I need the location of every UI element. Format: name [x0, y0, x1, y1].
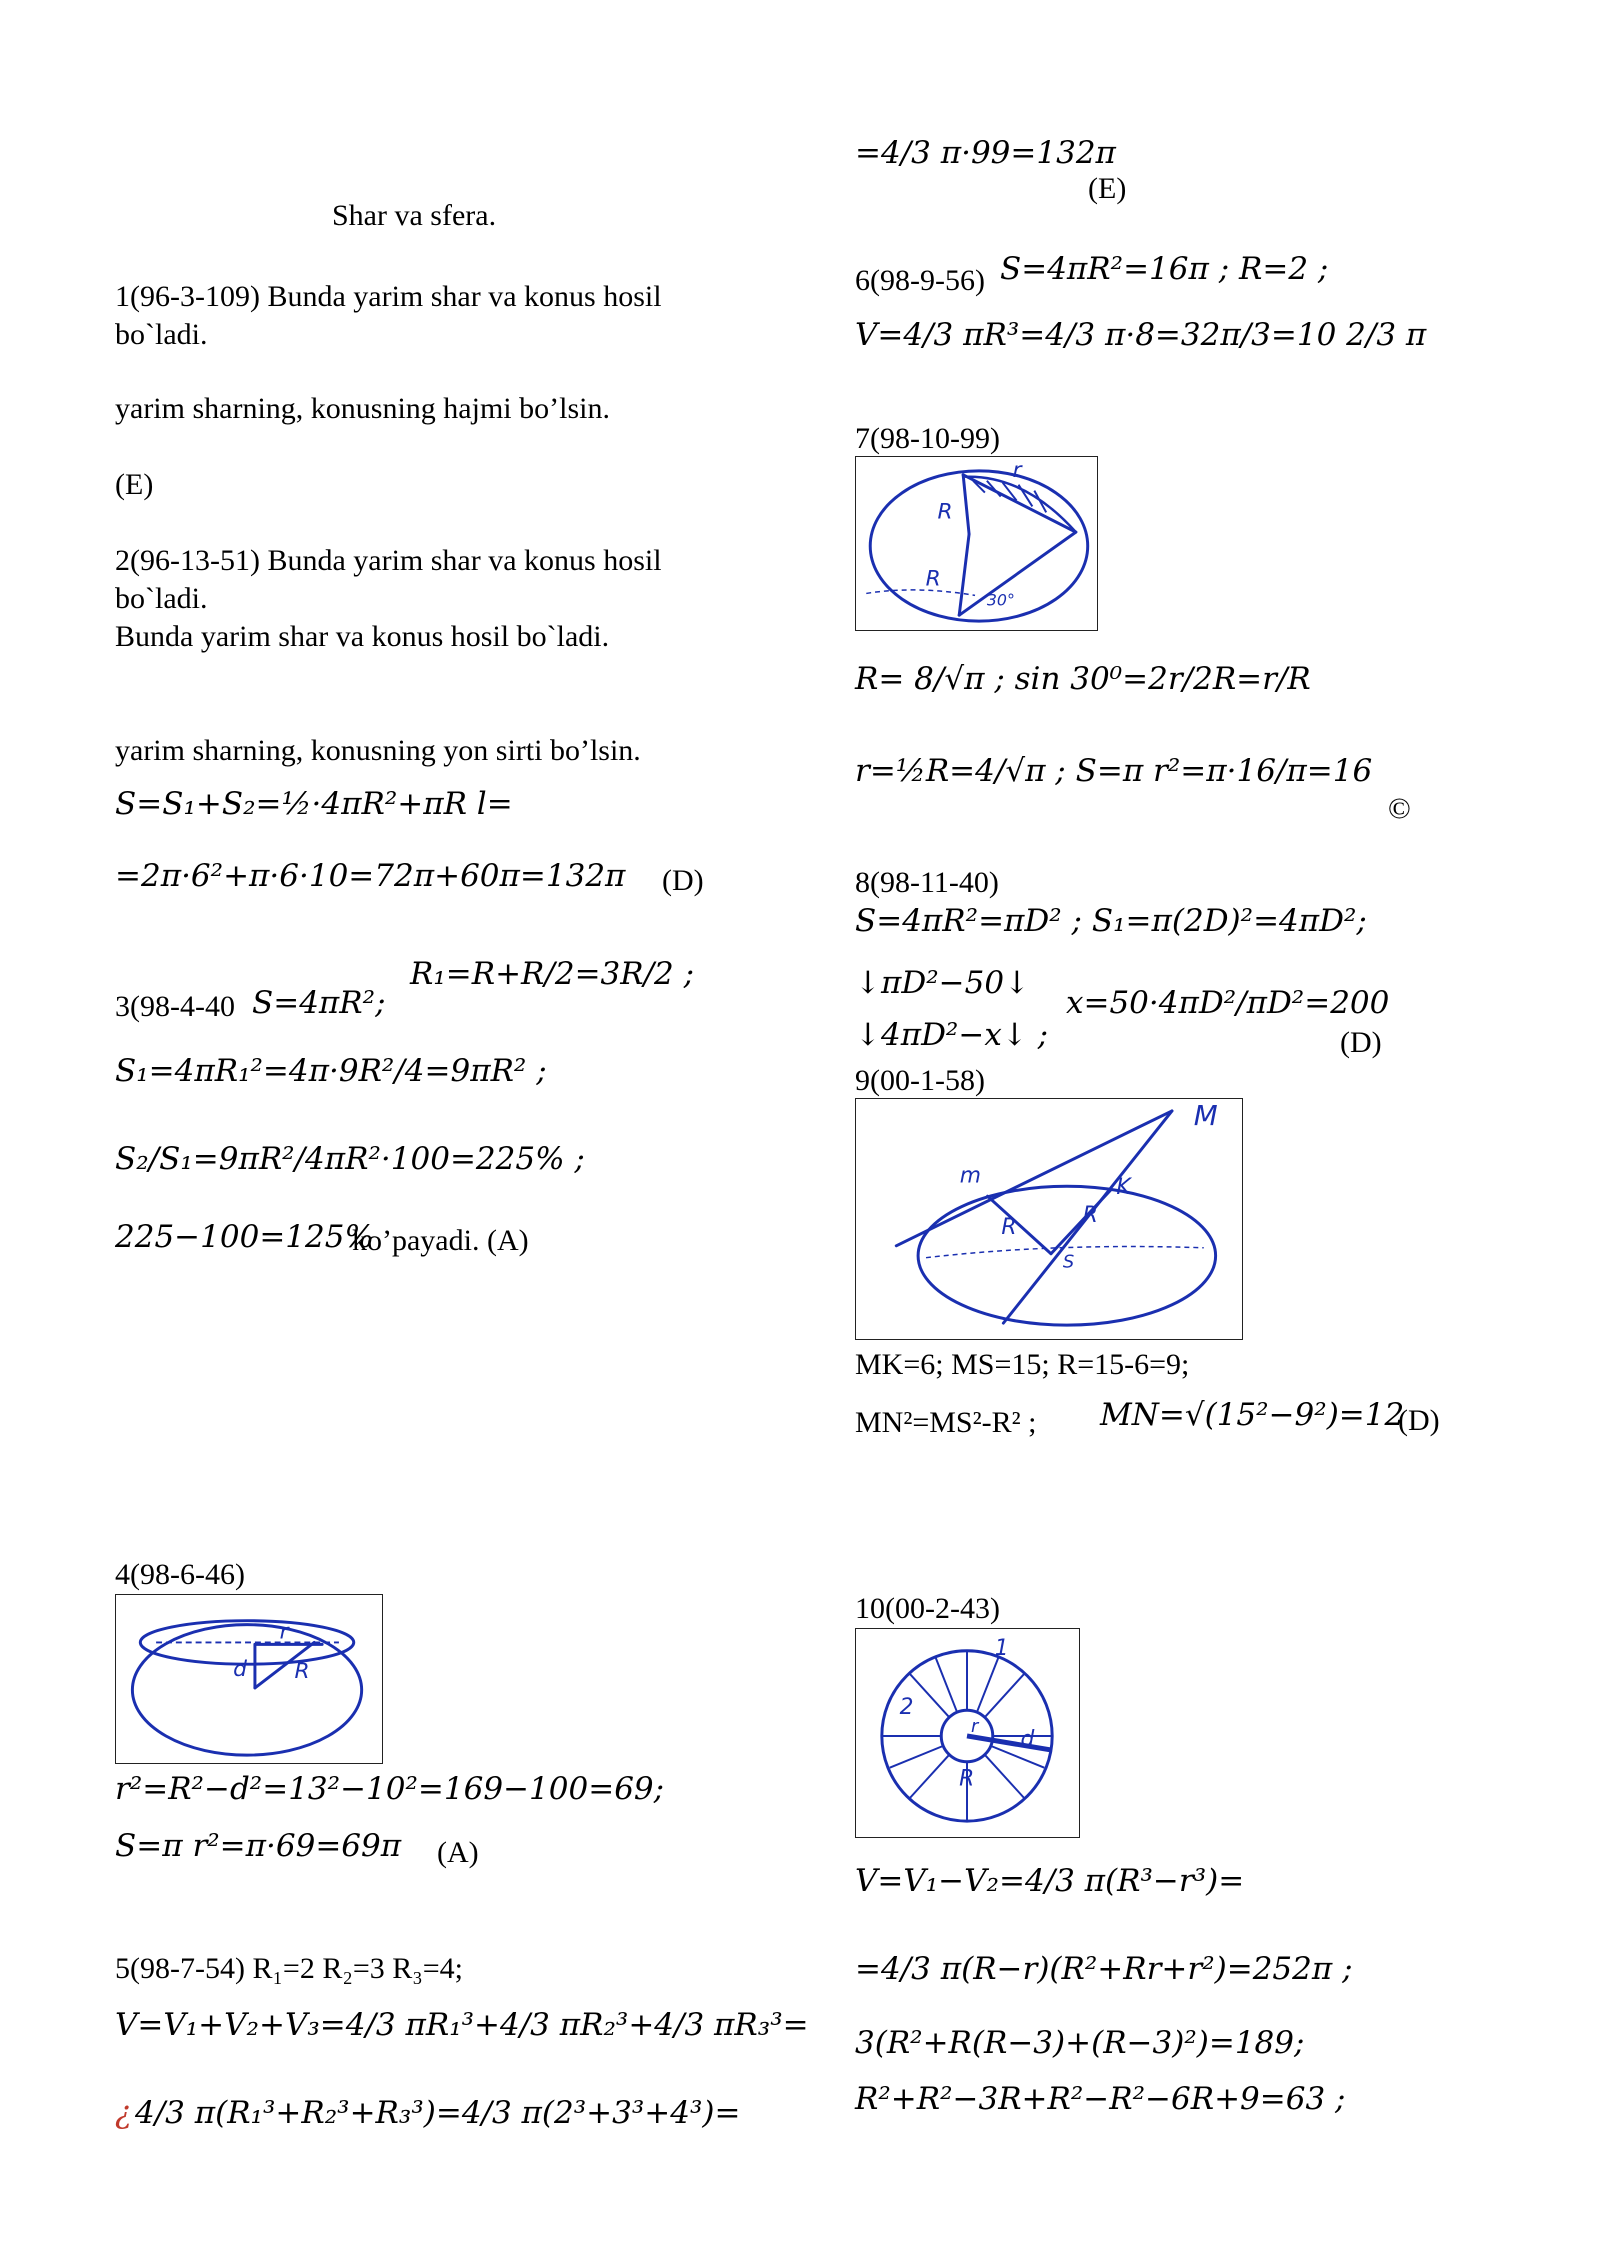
problem-2-text-2: yarim sharning, konusning yon sirti bo’lsin. — [115, 734, 641, 767]
figure-7-label-angle: 30° — [986, 590, 1015, 610]
problem-4-heading: 4(98-6-46) — [115, 1558, 245, 1591]
problem-10-heading: 10(00-2-43) — [855, 1592, 1000, 1625]
figure-9-label-S: S — [1062, 1251, 1075, 1273]
figure-9-tangent-sphere — [855, 1098, 1243, 1340]
problem-10-equation-1: V=V₁−V₂=4/3 π(R³−r³)= — [855, 1863, 1245, 1899]
figure-9-label-m: m — [959, 1163, 981, 1189]
figure-9-label-R2: R — [1082, 1202, 1098, 1228]
problem-6-equation-2: V=4/3 πR³=4/3 π·8=32π/3=10 2/3 π — [855, 317, 1427, 353]
problem-2-answer: (D) — [662, 864, 704, 897]
problem-3-equation-2: S₂/S₁=9πR²/4πR²·100=225% ; — [115, 1141, 585, 1177]
figure-9-label-R1: R — [1001, 1214, 1017, 1240]
problem-9-answer: (D) — [1398, 1404, 1440, 1437]
figure-10-label-d: d — [1020, 1726, 1035, 1752]
problem-9-equation: MN=√(15²−9²)=12 — [1100, 1397, 1405, 1433]
figure-4-label-d: d — [233, 1657, 247, 1683]
problem-9-heading: 9(00-1-58) — [855, 1064, 985, 1097]
problem-4-equation-1: r²=R²−d²=13²−10²=169−100=69; — [115, 1771, 665, 1807]
problem-8-equation-3: ↓4πD²−x↓ ; — [855, 1017, 1049, 1053]
problem-5-equation-2: 4/3 π(R₁³+R₂³+R₃³)=4/3 π(2³+3³+4³)= — [135, 2095, 741, 2131]
problem-5-equation-3: =4/3 π·99=132π — [855, 135, 1116, 171]
problem-5-answer: (E) — [1088, 172, 1127, 205]
problem-8-answer: (D) — [1340, 1026, 1382, 1059]
problem-8-equation-2: ↓πD²−50↓ — [855, 965, 1031, 1001]
problem-7-answer: © — [1388, 792, 1411, 825]
figure-10-label-R: R — [959, 1766, 975, 1792]
figure-7-sphere-segment — [855, 456, 1098, 631]
figure-10-label-1: 1 — [994, 1635, 1009, 1661]
problem-1-heading-cont: bo`ladi. — [115, 318, 208, 351]
problem-2-text: Bunda yarim shar va konus hosil bo`ladi. — [115, 620, 610, 653]
problem-8-equation-4: x=50·4πD²/πD²=200 — [1066, 985, 1390, 1021]
problem-6-equation-1: S=4πR²=16π ; R=2 ; — [1000, 251, 1329, 287]
problem-6-heading: 6(98-9-56) — [855, 264, 985, 297]
figure-4-sphere-section — [115, 1594, 383, 1764]
figure-10-spherical-shell — [855, 1628, 1080, 1838]
problem-4-answer: (A) — [437, 1836, 479, 1869]
figure-4-label-r: r — [279, 1619, 289, 1645]
figure-7-label-r: r — [1012, 457, 1022, 483]
problem-3-answer: ko’payadi. (A) — [352, 1224, 529, 1257]
problem-2-heading: 2(96-13-51) Bunda yarim shar va konus hosil — [115, 544, 662, 577]
problem-2-equation-2: =2π·6²+π·6·10=72π+60π=132π — [115, 858, 626, 894]
figure-9-label-M: M — [1193, 1099, 1218, 1132]
problem-5-heading: 5(98-7-54) R₁=2 R₂=3 R₃=4; — [115, 1952, 463, 1985]
problem-3-equation-0: S=4πR²; — [252, 985, 386, 1021]
section-title: Shar va sfera. — [332, 199, 497, 232]
problem-3-equation-1: S₁=4πR₁²=4π·9R²/4=9πR² ; — [115, 1053, 547, 1089]
figure-7-label-R1: R — [937, 499, 953, 525]
problem-5-equation-1: V=V₁+V₂+V₃=4/3 πR₁³+4/3 πR₂³+4/3 πR₃³= — [115, 2007, 809, 2043]
problem-2-equation-1: S=S₁+S₂=½·4πR²+πR l= — [115, 786, 513, 822]
problem-1-answer: (E) — [115, 468, 154, 501]
problem-7-equation-2: r=½R=4/√π ; S=π r²=π·16/π=16 — [855, 753, 1373, 789]
problem-1-heading: 1(96-3-109) Bunda yarim shar va konus hosil — [115, 280, 662, 313]
problem-9-text-2: MN²=MS²-R² ; — [855, 1406, 1037, 1439]
problem-7-equation-1: R= 8/√π ; sin 30⁰=2r/2R=r/R — [855, 661, 1311, 697]
problem-4-equation-2: S=π r²=π·69=69π — [115, 1828, 402, 1864]
figure-9-label-K: K — [1116, 1175, 1131, 1201]
problem-3-equation-3: 225−100=125% — [115, 1219, 374, 1255]
figure-7-label-R2: R — [925, 566, 941, 592]
problem-8-heading: 8(98-11-40) — [855, 866, 999, 899]
problem-10-equation-3: 3(R²+R(R−3)+(R−3)²)=189; — [855, 2025, 1305, 2061]
figure-10-label-r: r — [970, 1716, 979, 1738]
problem-10-equation-4: R²+R²−3R+R²−R²−6R+9=63 ; — [855, 2081, 1346, 2117]
problem-3-heading: 3(98-4-40 — [115, 990, 235, 1023]
problem-5-equation-2-mark: ¿ — [115, 2095, 132, 2131]
problem-8-equation-1: S=4πR²=πD² ; S₁=π(2D)²=4πD²; — [855, 903, 1367, 939]
problem-1-text: yarim sharning, konusning hajmi bo’lsin. — [115, 392, 610, 425]
figure-4-label-R: R — [294, 1659, 310, 1685]
problem-7-heading: 7(98-10-99) — [855, 422, 1000, 455]
problem-3-equation-0b: R₁=R+R/2=3R/2 ; — [410, 956, 695, 992]
problem-10-equation-2: =4/3 π(R−r)(R²+Rr+r²)=252π ; — [855, 1951, 1353, 1987]
figure-10-label-2: 2 — [899, 1695, 914, 1721]
problem-2-heading-cont: bo`ladi. — [115, 582, 208, 615]
problem-9-text-1: MK=6; MS=15; R=15-6=9; — [855, 1348, 1190, 1381]
